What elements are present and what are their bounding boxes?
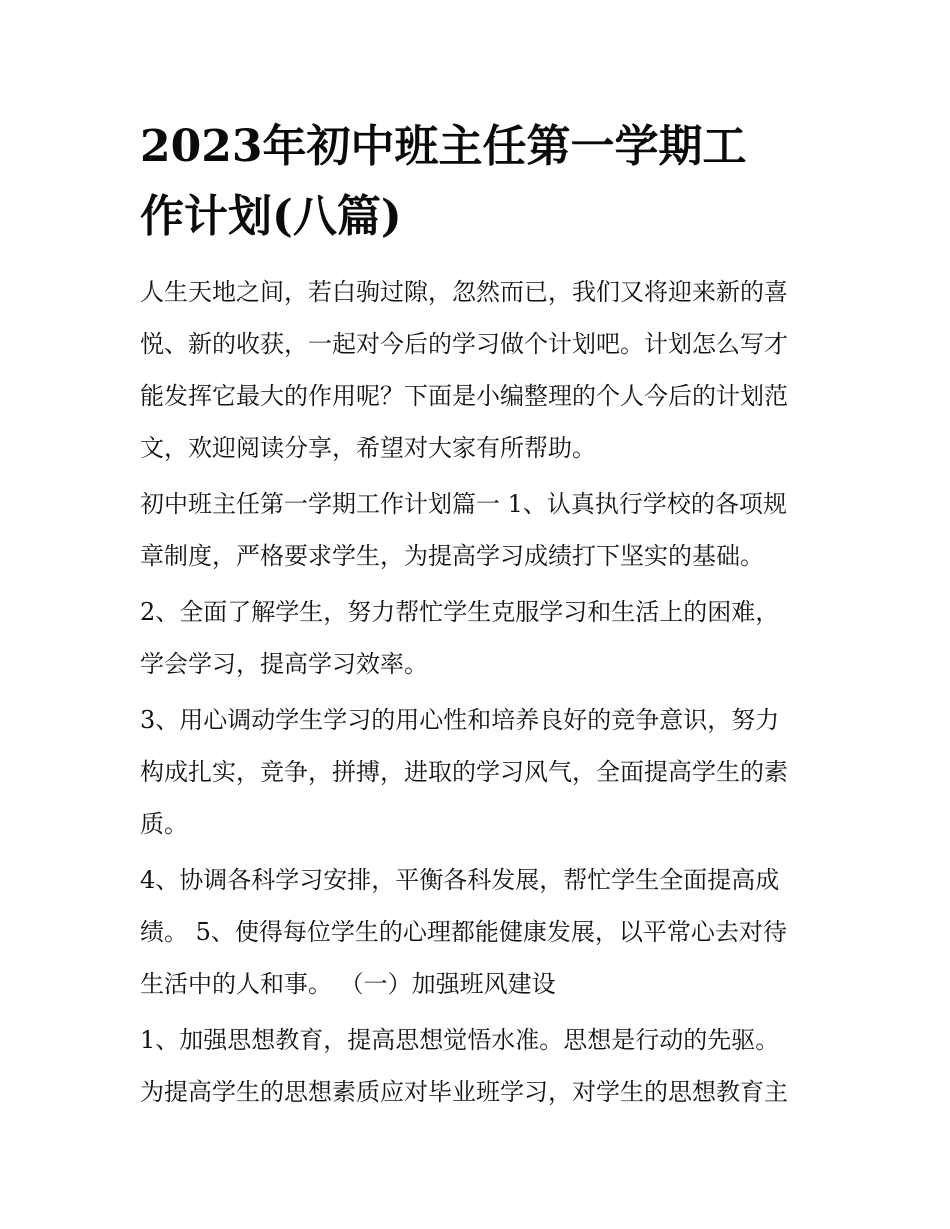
text-line: 章制度，严格要求学生，为提高学习成绩打下坚实的基础。 xyxy=(140,542,764,570)
text-line: 质。 xyxy=(140,810,188,838)
text-line: 4、协调各科学习安排，平衡各科发展，帮忙学生全面提高成 xyxy=(140,866,780,894)
text-line: 为提高学生的思想素质应对毕业班学习，对学生的思想教育主 xyxy=(140,1078,788,1106)
text-line: 3、用心调动学生学习的用心性和培养良好的竞争意识，努力 xyxy=(140,706,780,734)
text-line: 生活中的人和事。 （一）加强班风建设 xyxy=(140,970,556,998)
paragraph-intro xyxy=(140,266,820,474)
text-line: 悦、新的收获，一起对今后的学习做个计划吧。计划怎么写才 xyxy=(140,330,788,358)
text-line: 初中班主任第一学期工作计划篇一 1、认真执行学校的各项规 xyxy=(140,490,787,518)
text-line: 文，欢迎阅读分享，希望对大家有所帮助。 xyxy=(140,434,596,462)
paragraph-section-1 xyxy=(140,1014,820,1118)
text-line: 能发挥它最大的作用呢？下面是小编整理的个人今后的计划范 xyxy=(140,382,788,410)
title-line: 作计划(八篇) xyxy=(140,191,402,242)
text-line: 1、加强思想教育，提高思想觉悟水准。思想是行动的先驱。 xyxy=(140,1026,780,1054)
text-line: 构成扎实，竞争，拼搏，进取的学习风气，全面提高学生的素 xyxy=(140,758,788,786)
document-title xyxy=(140,112,820,252)
text-line: 2、全面了解学生，努力帮忙学生克服学习和生活上的困难， xyxy=(140,598,780,626)
paragraph-item-4-5 xyxy=(140,854,820,1010)
text-line: 绩。 5、使得每位学生的心理都能健康发展，以平常心去对待 xyxy=(140,918,787,946)
text-line: 学会学习，提高学习效率。 xyxy=(140,650,428,678)
title-line: 2023年初中班主任第一学期工 xyxy=(140,121,747,172)
document-body xyxy=(140,266,820,1118)
document-content xyxy=(140,112,820,1122)
paragraph-plan-one xyxy=(140,478,820,582)
text-line: 人生天地之间，若白驹过隙，忽然而已，我们又将迎来新的喜 xyxy=(140,278,788,306)
paragraph-item-3 xyxy=(140,694,820,850)
paragraph-item-2 xyxy=(140,586,820,690)
